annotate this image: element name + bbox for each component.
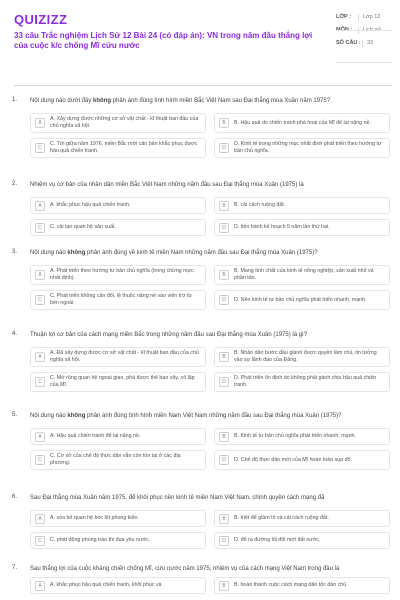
option-letter: A <box>35 352 45 362</box>
option-letter: B <box>219 432 229 442</box>
option-text: A. khắc phục hậu quả chiến tranh, khôi phục và <box>50 582 162 588</box>
option-letter: D <box>219 455 229 465</box>
answer-grid <box>30 197 390 236</box>
answer-grid <box>30 265 390 310</box>
answer-option-a[interactable] <box>30 428 206 445</box>
answer-option-c[interactable] <box>30 372 206 392</box>
question-number: 5. <box>12 412 18 418</box>
question-number: 4. <box>12 331 18 337</box>
option-text: C. Mở rộng quan hệ ngoại giao, phá được thế bao vây, cô lập của Mĩ. <box>50 375 195 388</box>
question-text: Thuận lợi cơ bản của cách mạng miền Bắc trong những năm đầu sau Đại thắng mùa Xuân (1975) là gì? <box>30 332 308 338</box>
meta-divider <box>336 30 392 31</box>
option-letter: C <box>35 143 45 153</box>
option-text: A. Hậu quả chiến tranh để lại nặng nề. <box>50 433 141 439</box>
question-text: Nội dung nào dưới đây không phản ánh đúng tình hình miền Bắc Việt Nam sau Đại thắng mùa Xuân năm 1975? <box>30 98 331 104</box>
answer-option-a[interactable] <box>30 347 206 367</box>
question-2 <box>12 181 390 236</box>
option-letter: A <box>35 581 45 591</box>
option-letter: B <box>219 514 229 524</box>
meta-divider <box>336 62 392 63</box>
option-text: C. cải tạo quan hệ sản xuất. <box>50 224 116 230</box>
answer-option-c[interactable] <box>30 450 206 470</box>
question-text: Nhiệm vụ cơ bản của nhân dân miền Bắc Việt Nam những năm đầu sau Đại thắng mùa Xuân (1975) là <box>30 182 304 188</box>
option-text: A. Phát triển theo hướng tư bản chủ nghĩa (trong chừng mực nhất định). <box>50 268 194 281</box>
answer-option-c[interactable] <box>30 219 206 236</box>
option-text: D. để ra đường lối đổi mới đất nước. <box>234 537 321 543</box>
option-letter: C <box>35 377 45 387</box>
answer-option-a[interactable] <box>30 265 206 285</box>
answer-grid <box>30 347 390 392</box>
question-number: 6. <box>12 494 18 500</box>
question-text: Sau thắng lợi của cuộc kháng chiến chống Mĩ, cứu nước năm 1975, nhiệm vụ của cách mạng Việt Nam trong đầu là <box>30 566 340 572</box>
count-value: 33 <box>362 40 392 47</box>
option-letter: A <box>35 432 45 442</box>
question-4 <box>12 331 390 392</box>
answer-option-a[interactable] <box>30 197 206 214</box>
option-text: D. Nền kinh tế tư bản chủ nghĩa phát triển nhanh, mạnh. <box>234 296 367 303</box>
option-text: B. Kinh tế tư bản chủ nghĩa phát triển nhanh, mạnh. <box>234 433 356 439</box>
answer-option-d[interactable] <box>214 290 390 310</box>
answer-grid <box>30 113 390 158</box>
option-text: D. Kinh tế trong những mục nhất định phát triển theo hướng tư bản chủ nghĩa. <box>234 141 382 154</box>
answer-option-d[interactable] <box>214 138 390 158</box>
answer-option-b[interactable] <box>214 577 390 594</box>
option-letter: A <box>35 270 45 280</box>
grade-row <box>336 14 392 21</box>
answer-option-c[interactable] <box>30 532 206 549</box>
grade-label: LỚP : <box>336 14 351 20</box>
option-letter: D <box>219 295 229 305</box>
option-text: C. phát động phong trào thi đua yêu nước. <box>50 537 151 543</box>
option-text: B. hoàn thành cuộc cách mạng dân tộc dân chủ <box>234 582 347 588</box>
option-text: A. Đã xây dựng được cơ sở vật chất - kĩ thuật ban đầu của chủ nghĩa xã hội. <box>50 350 199 363</box>
option-letter: A <box>35 514 45 524</box>
question-1 <box>12 97 390 158</box>
option-letter: C <box>35 295 45 305</box>
option-text: C. Cơ sở của chế độ thực dân vẫn còn tồn tại ở các địa phương. <box>50 453 181 466</box>
answer-option-a[interactable] <box>30 113 206 133</box>
answer-option-b[interactable] <box>214 113 390 133</box>
worksheet-meta <box>336 14 392 53</box>
option-text: A. Xây dựng được những cơ sở vật chất - kĩ thuật ban đầu của chủ nghĩa xã hội. <box>50 116 199 129</box>
option-letter: C <box>35 455 45 465</box>
answer-option-c[interactable] <box>30 290 206 310</box>
grade-value: Lớp 12 <box>358 14 392 21</box>
option-letter: C <box>35 536 45 546</box>
answer-grid <box>30 428 390 470</box>
option-text: B. Nhân dân bước đầu giành được quyền làm chủ, tin tưởng vào sự lãnh đạo của Đảng. <box>234 350 377 363</box>
option-letter: C <box>35 223 45 233</box>
answer-option-b[interactable] <box>214 265 390 285</box>
answer-option-b[interactable] <box>214 347 390 367</box>
answer-option-d[interactable] <box>214 450 390 470</box>
question-number: 2. <box>12 181 18 187</box>
answer-option-d[interactable] <box>214 532 390 549</box>
option-letter: D <box>219 143 229 153</box>
answer-grid <box>30 577 390 594</box>
question-text: Nội dung nào không phản ánh đúng về kinh tế miền Nam những năm đầu sau Đại thắng mùa Xuân (1975)? <box>30 250 318 256</box>
answer-option-c[interactable] <box>30 138 206 158</box>
answer-option-b[interactable] <box>214 510 390 527</box>
option-letter: B <box>219 118 229 128</box>
answer-option-a[interactable] <box>30 577 206 594</box>
question-text: Nội dung nào không phản ánh đúng tình hình miền Nam Việt Nam những năm đầu sau Đại thắng mùa Xuân (1975)? <box>30 413 342 419</box>
question-6 <box>12 494 390 549</box>
question-number: 7. <box>12 565 18 571</box>
option-text: C. Phát triển không cân đối, lệ thuộc nặng nề vào viện trợ từ bên ngoài. <box>50 293 192 306</box>
header-divider <box>14 85 392 86</box>
option-letter: B <box>219 581 229 591</box>
option-letter: D <box>219 536 229 546</box>
option-letter: A <box>35 118 45 128</box>
option-text: C. Tới giữa năm 1976, miền Bắc mới căn bản khắc phục được hậu quả chiến tranh. <box>50 141 198 154</box>
option-text: B. Hậu quả do chiến tranh phá hoại của Mĩ để lại nặng nề. <box>234 119 371 126</box>
question-3 <box>12 249 390 310</box>
count-row <box>336 40 392 47</box>
option-text: B. triệt để giảm tô và cải cách ruộng đất. <box>234 515 329 521</box>
question-text: Sau Đại thắng mùa Xuân năm 1975, để khôi phục nền kinh tế miền Nam Việt Nam, chính quyền cách mạng đã <box>30 495 325 501</box>
option-text: B. Mang tính chất của kinh tế nông nghiệp, sản xuất nhỏ và phân tán. <box>234 268 374 281</box>
answer-option-d[interactable] <box>214 372 390 392</box>
option-letter: A <box>35 201 45 211</box>
option-text: A. xóa bỏ quan hệ bóc lột phong kiến. <box>50 515 139 521</box>
answer-option-b[interactable] <box>214 197 390 214</box>
worksheet-title: 33 câu Trắc nghiệm Lịch Sử 12 Bài 24 (có đáp án): VN trong năm đầu thắng lợi của cuộc k/c chống Mĩ cứu nước <box>14 31 313 50</box>
option-letter: D <box>219 377 229 387</box>
option-text: B. cải cách ruộng đất. <box>234 202 286 208</box>
option-text: A. khắc phục hậu quả chiến tranh. <box>50 202 131 208</box>
option-text: D. Phát triển ổn định do không phải gánh chịu hậu quả chiến tranh. <box>234 375 377 388</box>
answer-option-b[interactable] <box>214 428 390 445</box>
option-letter: D <box>219 223 229 233</box>
quizizz-logo: QUIZIZZ <box>14 12 68 27</box>
option-text: D. tiến hành kế hoạch 5 năm lần thứ hai. <box>234 224 330 230</box>
question-number: 1. <box>12 97 18 103</box>
option-letter: B <box>219 270 229 280</box>
count-label: SỐ CÂU : <box>336 40 361 46</box>
question-7 <box>12 565 390 594</box>
option-letter: B <box>219 352 229 362</box>
answer-option-d[interactable] <box>214 219 390 236</box>
option-text: D. Chế độ thực dân mới của Mĩ hoàn toàn sụp đổ. <box>234 456 353 463</box>
option-letter: B <box>219 201 229 211</box>
answer-grid <box>30 510 390 549</box>
answer-option-a[interactable] <box>30 510 206 527</box>
question-number: 3. <box>12 249 18 255</box>
question-5 <box>12 412 390 470</box>
